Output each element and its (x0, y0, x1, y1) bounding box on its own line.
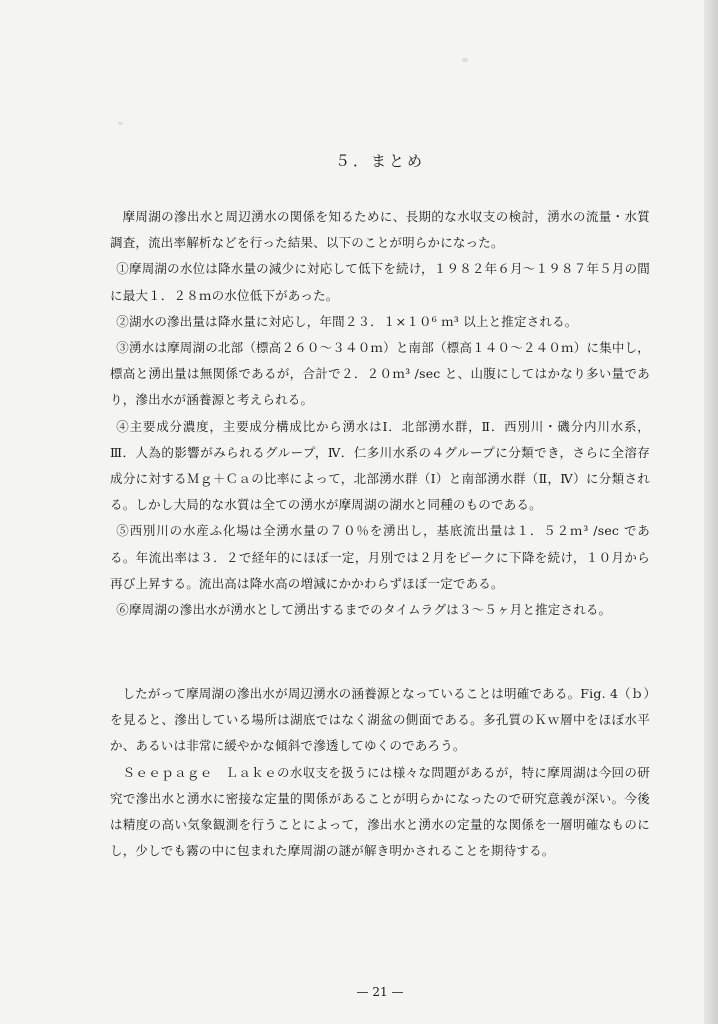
conclusion-paragraph-2: Ｓｅｅｐａｇｅ Ｌａｋｅの水収支を扱うには様々な問題があるが，特に摩周湖は今回の研究で滲出水と湧水に密接な定量的関係があることが明らかになったので研究意義が深い。今後は精度の高い気象観測を行うことによって，滲出水と湧水の定量的な関係を一層明確なものにし，少しでも霧の中に包まれた摩周湖の謎が解き明かされることを期待する。 (110, 764, 650, 859)
section-title: ５．まとめ (334, 152, 425, 170)
page-number: — 21 — (356, 985, 404, 999)
summary-section (110, 204, 650, 623)
scan-edge (704, 0, 718, 1024)
document-page (110, 0, 650, 1024)
intro-paragraph: 摩周湖の滲出水と周辺湧水の関係を知るために、長期的な水収支の検討，湧水の流量・水質調査，流出率解析などを行った結果、以下のことが明らかになった。 (110, 209, 650, 251)
conclusion-section (110, 681, 650, 864)
finding-2: ②湖水の滲出量は降水量に対応し，年間２３．１×１０⁶ ｍ³ 以上と推定される。 (116, 313, 578, 329)
finding-5: ⑤西別川の水産ふ化場は全湧水量の７０％を湧出し，基底流出量は１．５２ｍ³ /sec である。年流出率は３．２で経年的にほぼ一定，月別では２月をピークに下降を続け，１０月から再び上昇する。流出高は降水高の増減にかかわらずほぼ一定である。 (110, 523, 650, 591)
conclusion-paragraph-1: したがって摩周湖の滲出水が周辺湧水の涵養源となっていることは明確である。Fig. 4（ｂ）を見ると、滲出している場所は湖底ではなく湖盆の側面である。多孔質のＫｗ層中をほぼ水平か、あるいは非常に緩やかな傾斜で滲透してゆくのであろう。 (110, 686, 650, 754)
finding-1: ①摩周湖の水位は降水量の減少に対応して低下を続け，１９８２年６月〜１９８７年５月の間に最大１．２８ｍの水位低下があった。 (110, 261, 650, 303)
finding-3: ③湧水は摩周湖の北部（標高２６０〜３４０ｍ）と南部（標高１４０〜２４０ｍ）に集中し，標高と湧出量は無関係であるが，合計で２．２０ｍ³ /sec と、山腹にしてはかなり多い量であり，滲出水が涵養源と考えられる。 (110, 340, 650, 408)
finding-6: ⑥摩周湖の滲出水が湧水として湧出するまでのタイムラグは３〜５ヶ月と推定される。 (116, 602, 612, 618)
finding-4: ④主要成分濃度，主要成分構成比から湧水はⅠ．北部湧水群，Ⅱ．西別川・磯分内川水系，Ⅲ．人為的影響がみられるグループ，Ⅳ．仁多川水系の４グループに分類でき，さらに全溶存成分に対するＭｇ＋Ｃａの比率によって，北部湧水群（Ⅰ）と南部湧水群（Ⅱ，Ⅳ）に分類される。しかし大局的な水質は全ての湧水が摩周湖の湖水と同種のものである。 (110, 418, 650, 513)
